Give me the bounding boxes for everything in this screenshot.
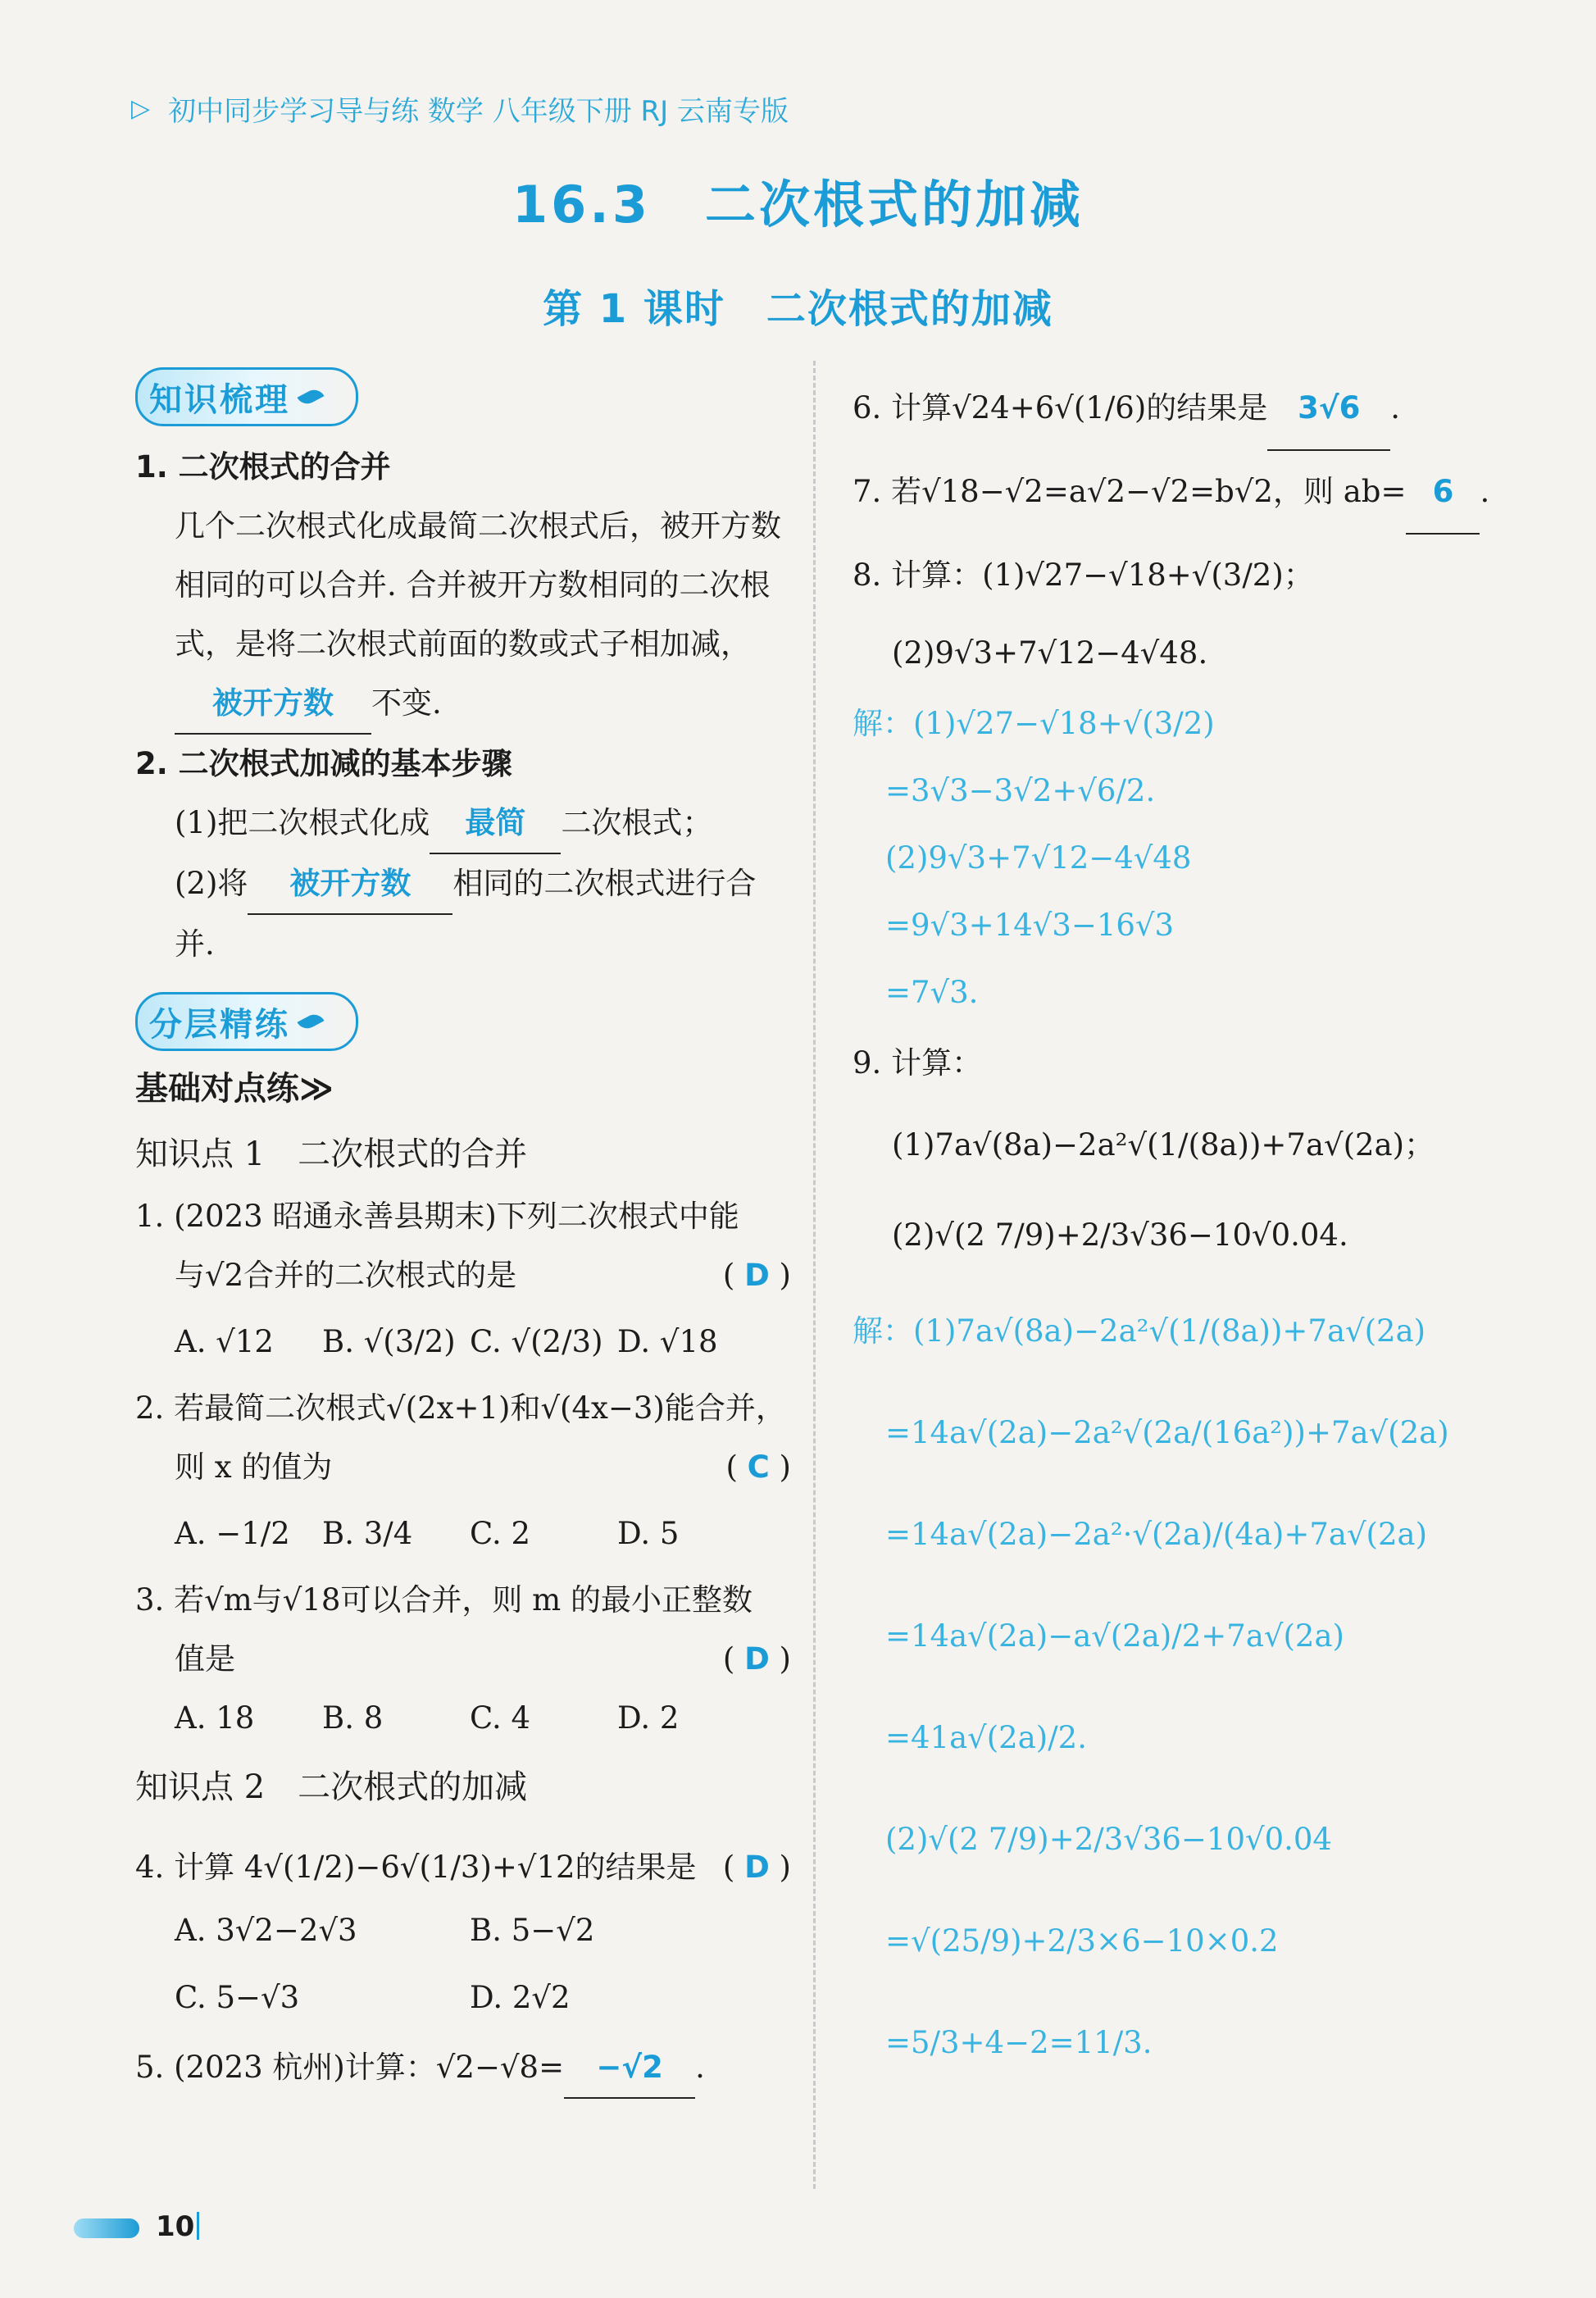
q6-blank: 3√6: [1267, 367, 1390, 451]
q7-stem: 7. 若√18−√2=a√2−√2=b√2，则 ab=: [853, 474, 1407, 509]
q3-option-d: D. 2: [617, 1700, 680, 1736]
running-header: [131, 89, 789, 129]
q2-line1: 2. 若最简二次根式√(2x+1)和√(4x−3)能合并，: [135, 1390, 786, 1426]
section-title: 16.3 二次根式的加减: [512, 175, 1084, 234]
k1-title: 1. 二次根式的合并: [135, 449, 391, 485]
q8-sol-line3: (2)9√3+7√12−4√48: [885, 840, 1192, 876]
q2-line2: [135, 1438, 791, 1497]
q9-sol-line1: 解：(1)7a√(8a)−2a²√(1/(8a))+7a√(2a): [853, 1313, 1426, 1349]
right-column: [853, 367, 1541, 2094]
k2-step1-b: 二次根式；: [561, 805, 713, 840]
q1-options: [135, 1305, 791, 1379]
question-1: [135, 1187, 791, 1305]
question-5: 5. (2023 杭州)计算：√2−√8= −√2 .: [135, 2038, 791, 2099]
q2-option-d: D. 5: [617, 1516, 680, 1551]
footer-divider: [197, 2212, 199, 2240]
q4-answer: D: [744, 1850, 770, 1885]
q9-sol-line6: (2)√(2 7/9)+2/3√36−10√0.04: [885, 1822, 1332, 1857]
question-9: 9. 计算：: [853, 1045, 983, 1081]
knowledge-point-2: 知识点 2 二次根式的加减: [135, 1768, 528, 1806]
q3-answer-paren: ( D ): [722, 1641, 791, 1677]
k2-step1-blank: 最简: [430, 794, 561, 854]
practice-tag-label: 分层精练: [149, 1005, 290, 1044]
k2-step2: [135, 854, 791, 974]
header-text: 初中同步学习导与练 数学 八年级下册 RJ 云南专版: [168, 95, 789, 128]
knowledge-point-1: 知识点 1 二次根式的合并: [135, 1135, 528, 1173]
question-2: [135, 1379, 791, 1497]
knowledge-tag-label: 知识梳理: [149, 380, 290, 419]
q1-option-c: C. √(2/3): [470, 1324, 603, 1359]
k2-title: 2. 二次根式加减的基本步骤: [135, 746, 512, 781]
practice-tag: [135, 992, 358, 1051]
knowledge-tag: [135, 367, 358, 426]
q9-sol-line8: =5/3+4−2=11/3.: [885, 2025, 1153, 2060]
column-divider: [813, 361, 816, 2189]
page-number: 10: [156, 2210, 195, 2243]
q3-option-b: B. 8: [322, 1700, 384, 1736]
k1-tail: 不变.: [371, 685, 442, 721]
q3-option-a: A. 18: [175, 1700, 255, 1736]
q7-blank: 6: [1406, 451, 1480, 535]
q4-options-row2: [135, 1964, 791, 2032]
q3-options: [135, 1689, 791, 1748]
q2-stem: 则 x 的值为: [175, 1449, 333, 1485]
q6-stem: 6. 计算√24+6√(1/6)的结果是: [853, 390, 1268, 425]
lesson-title: 第 1 课时 二次根式的加减: [543, 286, 1053, 332]
q3-stem: 值是: [175, 1641, 235, 1677]
feather-icon: [297, 386, 324, 407]
question-7: 7. 若√18−√2=a√2−√2=b√2，则 ab= 6 .: [853, 451, 1541, 535]
k2-step1: [135, 794, 791, 854]
q2-options: [135, 1497, 791, 1571]
question-4: [135, 1838, 791, 1897]
k2-step2-b: 相同的二次根式进行合并.: [175, 866, 757, 962]
q1-option-b: B. √(3/2): [322, 1324, 456, 1359]
feather-icon: [297, 1011, 324, 1032]
q4-option-d: D. 2√2: [470, 1980, 571, 2015]
q4-answer-paren: ( D ): [722, 1850, 791, 1885]
q1-option-a: A. √12: [175, 1324, 274, 1359]
q8-solution: [853, 690, 1541, 1026]
question-6: 6. 计算√24+6√(1/6)的结果是 3√6 .: [853, 367, 1541, 451]
q5-blank: −√2: [564, 2038, 695, 2099]
q1-stem: 与√2合并的二次根式的是: [175, 1258, 517, 1293]
q8-part2: (2)9√3+7√12−4√48.: [892, 635, 1208, 671]
q2-option-c: C. 2: [470, 1516, 531, 1551]
practice-heading: 基础对点练≫: [135, 1070, 334, 1108]
q8-sol-line1: 解：(1)√27−√18+√(3/2): [853, 706, 1215, 741]
q4-option-a: A. 3√2−2√3: [175, 1913, 357, 1948]
k2-step2-blank: 被开方数: [248, 854, 452, 915]
q2-answer-paren: ( C ): [725, 1449, 791, 1485]
q9-part1: (1)7a√(8a)−2a²√(1/(8a))+7a√(2a)；: [892, 1127, 1435, 1163]
q4-option-b: B. 5−√2: [470, 1913, 595, 1948]
k2-step2-a: (2)将: [175, 866, 248, 901]
q9-sol-line3: =14a√(2a)−2a²·√(2a)/(4a)+7a√(2a): [885, 1517, 1428, 1552]
q3-line1: 3. 若√m与√18可以合并，则 m 的最小正整数: [135, 1582, 753, 1618]
q3-option-c: C. 4: [470, 1700, 531, 1736]
k1-paragraph: [135, 497, 791, 735]
q3-answer: D: [744, 1641, 770, 1677]
q9-part2: (2)√(2 7/9)+2/3√36−10√0.04.: [892, 1217, 1348, 1253]
q3-line2: [135, 1630, 791, 1689]
q9-sol-line7: =√(25/9)+2/3×6−10×0.2: [885, 1923, 1279, 1959]
left-column: [135, 367, 791, 2099]
q4-option-c: C. 5−√3: [175, 1980, 300, 2015]
q4-stem: 4. 计算 4√(1/2)−6√(1/3)+√12的结果是: [135, 1850, 697, 1885]
question-3: [135, 1571, 791, 1689]
q2-option-a: A. −1/2: [175, 1516, 290, 1551]
q9-sol-line2: =14a√(2a)−2a²√(2a/(16a²))+7a√(2a): [885, 1415, 1449, 1450]
q9-sol-line4: =14a√(2a)−a√(2a)/2+7a√(2a): [885, 1618, 1344, 1654]
q8-sol-line2: =3√3−3√2+√6/2.: [885, 773, 1156, 808]
q4-options-row1: [135, 1897, 791, 1964]
q1-line1: 1. (2023 昭通永善县期末)下列二次根式中能: [135, 1199, 739, 1234]
q8-sol-line4: =9√3+14√3−16√3: [885, 908, 1175, 943]
q9-solution: [853, 1281, 1541, 2094]
play-triangle-icon: ▷: [131, 94, 151, 123]
q1-answer: D: [744, 1258, 770, 1293]
q5-stem: 5. (2023 杭州)计算：√2−√8=: [135, 2050, 565, 2085]
k1-text: 几个二次根式化成最简二次根式后，被开方数相同的可以合并. 合并被开方数相同的二次根式，是将二次根式前面的数或式子相加减，: [175, 508, 781, 662]
q2-option-b: B. 3/4: [322, 1516, 413, 1551]
k1-blank: 被开方数: [175, 674, 371, 735]
q1-option-d: D. √18: [617, 1324, 718, 1359]
q9-sol-line5: =41a√(2a)/2.: [885, 1720, 1087, 1755]
q8-sol-line5: =7√3.: [885, 975, 979, 1010]
footer-decoration: [74, 2218, 139, 2238]
q2-answer: C: [747, 1449, 770, 1485]
question-8: 8. 计算：(1)√27−√18+√(3/2)；: [853, 557, 1314, 593]
k2-step1-a: (1)把二次根式化成: [175, 805, 430, 840]
q1-line2: [135, 1246, 791, 1305]
q1-answer-paren: ( D ): [722, 1258, 791, 1293]
